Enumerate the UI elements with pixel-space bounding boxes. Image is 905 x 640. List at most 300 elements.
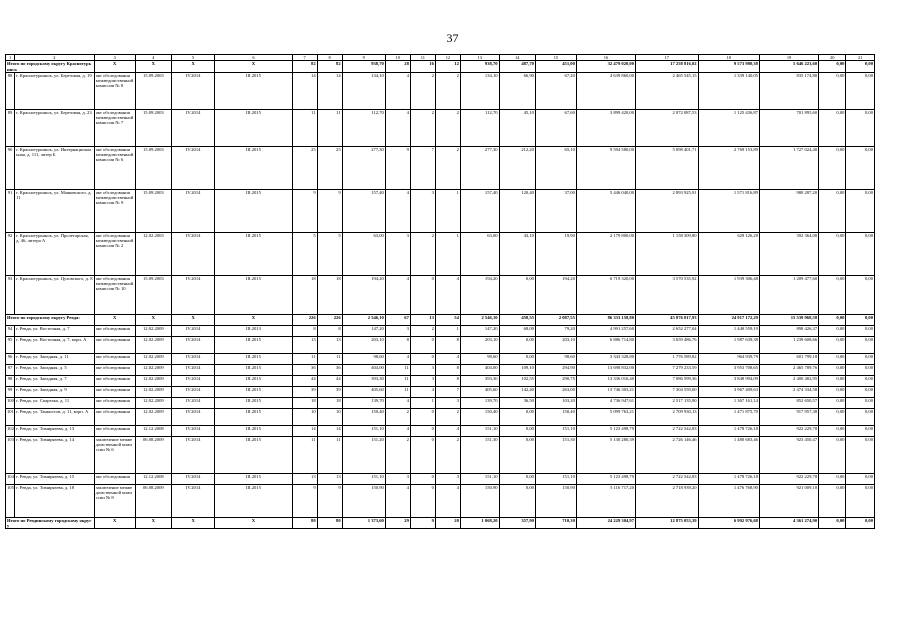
- row-cell: 0,00: [819, 386, 846, 397]
- row-cell: 2 718 939,20: [636, 484, 699, 517]
- row-cell: 19,90: [535, 232, 576, 275]
- row-cell: 922 229,78: [759, 425, 818, 436]
- row-cell: 139,70: [342, 397, 385, 408]
- row-cell: 3: [385, 325, 410, 336]
- column-number: 5: [172, 55, 215, 61]
- row-number: 97: [6, 364, 15, 375]
- column-number: 3: [94, 55, 135, 61]
- row-address: г. Ревда, ул. Тимирязева, д. 14: [15, 436, 95, 473]
- row-cell: 2: [435, 72, 460, 109]
- row-cell: IV.2014: [172, 232, 215, 275]
- row-cell: 0,00: [499, 408, 535, 425]
- row-cell: 5 099 763,21: [576, 408, 635, 425]
- row-cell: 0,00: [819, 375, 846, 386]
- row-cell: 277,30: [342, 146, 385, 189]
- row-cell: 36: [317, 364, 342, 375]
- row-document: заключение межведомственной комиссии № 8: [94, 484, 135, 517]
- row-cell: 06.08.2009: [135, 484, 171, 517]
- column-number: 15: [535, 55, 576, 61]
- row-cell: 150,40: [460, 408, 499, 425]
- row-cell: 157,40: [342, 189, 385, 232]
- row-cell: 79,20: [535, 325, 576, 336]
- row-cell: 0,00: [819, 146, 846, 189]
- row-document: акт обследования: [94, 397, 135, 408]
- row-cell: 1 339 140,05: [698, 72, 759, 109]
- row-cell: III.2015: [215, 375, 292, 386]
- total-cell: 45 876 017,93: [636, 314, 699, 325]
- total-cell: 2 087,55: [535, 314, 576, 325]
- row-document: акт обследования межведомственной комиссии № 10: [94, 275, 135, 314]
- row-cell: 15.09.2003: [135, 72, 171, 109]
- table-row: [6, 408, 875, 425]
- row-cell: 4: [385, 275, 410, 314]
- row-cell: 8: [435, 364, 460, 375]
- row-cell: 43,10: [499, 232, 535, 275]
- row-address: г. Краснотурьинск, ул. Интернациональная, д. 111, литер Б: [15, 146, 95, 189]
- row-cell: 12.02.2009: [135, 408, 171, 425]
- row-cell: 11: [317, 436, 342, 473]
- row-cell: 2 072 087,53: [636, 109, 699, 146]
- table-row: [6, 275, 875, 314]
- total-cell: 32 479 020,00: [576, 61, 635, 73]
- row-address: г. Ревда, ул. Западная, д. 9: [15, 386, 95, 397]
- row-cell: 4: [385, 353, 410, 364]
- row-address: г. Краснотурьинск, ул. Пролетарская, д. 46, литера А: [15, 232, 95, 275]
- table-row: [6, 189, 875, 232]
- total-cell: 451,00: [535, 61, 576, 73]
- row-cell: 980 287,20: [759, 189, 818, 232]
- row-number: 92: [6, 232, 15, 275]
- row-cell: 2 893 925,91: [636, 189, 699, 232]
- row-number: 95: [6, 336, 15, 353]
- row-cell: 3 659 486,76: [636, 336, 699, 353]
- row-cell: 06.08.2009: [135, 436, 171, 473]
- row-cell: 15.09.2003: [135, 189, 171, 232]
- total-cell: 86 333 158,80: [576, 314, 635, 325]
- row-cell: 9: [292, 189, 317, 232]
- row-cell: 4: [385, 484, 410, 517]
- row-cell: 0,00: [846, 375, 875, 386]
- row-cell: 112,70: [460, 109, 499, 146]
- total-cell: X: [215, 314, 292, 325]
- row-cell: IV.2014: [172, 386, 215, 397]
- row-cell: 0,00: [499, 353, 535, 364]
- table-row: [6, 232, 875, 275]
- row-cell: 12.12.2008: [135, 473, 171, 484]
- column-number: 18: [698, 55, 759, 61]
- row-cell: IV.2014: [172, 275, 215, 314]
- row-cell: 151,10: [342, 473, 385, 484]
- row-cell: 18: [292, 397, 317, 408]
- table-row: [6, 146, 875, 189]
- row-cell: 0: [410, 336, 435, 353]
- subtotal-row-revda: [6, 314, 875, 325]
- column-number: 14: [499, 55, 535, 61]
- row-cell: 212,20: [499, 146, 535, 189]
- total-cell: 938,70: [460, 61, 499, 73]
- column-number: 11: [410, 55, 435, 61]
- row-cell: 2: [385, 408, 410, 425]
- row-cell: 0,00: [846, 436, 875, 473]
- total-cell: 226: [317, 314, 342, 325]
- table-row: [6, 336, 875, 353]
- column-number: 12: [435, 55, 460, 61]
- row-cell: 151,10: [535, 473, 576, 484]
- row-cell: 0: [410, 425, 435, 436]
- row-cell: 2: [410, 72, 435, 109]
- row-cell: 9: [317, 484, 342, 517]
- total-cell: 80: [292, 517, 317, 529]
- column-number: 17: [636, 55, 699, 61]
- total-cell: 0,00: [819, 517, 846, 529]
- row-document: акт обследования: [94, 386, 135, 397]
- row-cell: 7 304 559,00: [636, 386, 699, 397]
- total-cell: 29: [385, 517, 410, 529]
- row-cell: IV.2014: [172, 484, 215, 517]
- row-cell: 65,10: [535, 146, 576, 189]
- row-cell: 2: [435, 408, 460, 425]
- row-address: г. Краснотурьинск, ул. Маяковского, д. 11: [15, 189, 95, 232]
- row-address: г. Ревда, ул. Тимирязева, д. 13: [15, 425, 95, 436]
- row-cell: 109,10: [499, 364, 535, 375]
- row-address: г. Ревда, ул. Тимирязева, д. 18: [15, 484, 95, 517]
- row-number: 94: [6, 325, 15, 336]
- row-cell: 2: [385, 436, 410, 473]
- row-cell: 0,00: [819, 408, 846, 425]
- row-cell: 147,20: [460, 325, 499, 336]
- row-cell: 4: [385, 425, 410, 436]
- row-cell: 3 848 994,09: [698, 375, 759, 386]
- row-cell: IV.2014: [172, 336, 215, 353]
- row-number: 98: [6, 375, 15, 386]
- row-cell: IV.2014: [172, 146, 215, 189]
- row-cell: 18: [317, 397, 342, 408]
- row-cell: 0,00: [846, 386, 875, 397]
- row-cell: 13 336 016,40: [576, 375, 635, 386]
- total-cell: X: [215, 517, 292, 529]
- row-cell: 112,70: [342, 109, 385, 146]
- row-cell: 1 478 726,18: [698, 473, 759, 484]
- row-cell: 5 123 498,79: [576, 473, 635, 484]
- row-cell: 405,60: [460, 386, 499, 397]
- row-cell: 15.09.2003: [135, 109, 171, 146]
- row-cell: 39: [292, 386, 317, 397]
- row-cell: 0,00: [819, 397, 846, 408]
- table-row: [6, 325, 875, 336]
- row-cell: 11: [385, 364, 410, 375]
- row-cell: 2 722 542,83: [636, 425, 699, 436]
- row-cell: 3 953 708,65: [698, 364, 759, 375]
- row-cell: 3: [385, 232, 410, 275]
- row-cell: 0: [410, 353, 435, 364]
- row-cell: 66,90: [499, 72, 535, 109]
- total-cell: 67: [385, 314, 410, 325]
- row-cell: 7 086 599,36: [636, 375, 699, 386]
- total-cell: 9 573 980,38: [698, 61, 759, 73]
- row-cell: 15.09.2003: [135, 146, 171, 189]
- row-cell: 4: [410, 386, 435, 397]
- total-cell: 17 258 816,02: [636, 61, 699, 73]
- row-cell: 964 939,79: [698, 353, 759, 364]
- row-cell: 701 895,60: [759, 109, 818, 146]
- row-cell: 1 440 559,19: [698, 325, 759, 336]
- row-document: акт обследования: [94, 336, 135, 353]
- row-cell: III.2015: [215, 146, 292, 189]
- total-cell: 82: [317, 61, 342, 73]
- row-cell: 67,60: [535, 109, 576, 146]
- table-row: [6, 386, 875, 397]
- row-address: г. Ревда, ул. Западная, д. 11: [15, 353, 95, 364]
- row-cell: 8: [292, 325, 317, 336]
- row-cell: 0,00: [819, 436, 846, 473]
- row-number: 89: [6, 109, 15, 146]
- total-cell: 1 373,60: [342, 517, 385, 529]
- row-cell: 11: [385, 375, 410, 386]
- row-cell: 4: [385, 189, 410, 232]
- row-cell: 12.02.2009: [135, 386, 171, 397]
- row-cell: 0,00: [499, 425, 535, 436]
- total-cell: 2 546,10: [342, 314, 385, 325]
- total-cell: 5 646 223,60: [759, 61, 818, 73]
- row-cell: 11: [292, 353, 317, 364]
- row-cell: 0,00: [499, 473, 535, 484]
- row-cell: 13: [292, 336, 317, 353]
- row-cell: 45,10: [499, 109, 535, 146]
- row-document: акт обследования межведомственной комиссии № 7: [94, 109, 135, 146]
- column-number: 8: [317, 55, 342, 61]
- total-cell: 6 992 976,68: [698, 517, 759, 529]
- row-cell: 0,00: [846, 364, 875, 375]
- table-row: [6, 72, 875, 109]
- row-cell: 7: [435, 386, 460, 397]
- row-cell: 11: [292, 436, 317, 473]
- row-cell: 203,10: [342, 336, 385, 353]
- row-address: г. Краснотурьинск, ул. Березовая, д. 23: [15, 109, 95, 146]
- row-cell: 294,90: [535, 364, 576, 375]
- row-number: 93: [6, 275, 15, 314]
- row-cell: 203,10: [535, 336, 576, 353]
- row-address: г. Ревда, ул. Тимирязева, д. 15: [15, 473, 95, 484]
- row-cell: 1 367 161,14: [698, 397, 759, 408]
- total-cell: 0,00: [846, 314, 875, 325]
- total-cell: X: [135, 517, 171, 529]
- row-cell: 0,00: [499, 484, 535, 517]
- row-document: акт обследования межведомственной комиссии № 8: [94, 72, 135, 109]
- row-cell: III.2015: [215, 484, 292, 517]
- row-cell: 1 209 477,60: [759, 275, 818, 314]
- housing-table: [5, 54, 875, 529]
- row-cell: 405,60: [342, 386, 385, 397]
- row-cell: 8: [317, 325, 342, 336]
- row-cell: 0: [410, 473, 435, 484]
- row-cell: 194,20: [535, 275, 576, 314]
- row-cell: IV.2014: [172, 72, 215, 109]
- row-cell: 13 698 832,00: [576, 364, 635, 375]
- row-number: 96: [6, 353, 15, 364]
- row-cell: 150,40: [535, 408, 576, 425]
- row-cell: III.2015: [215, 232, 292, 275]
- row-cell: 0,00: [499, 336, 535, 353]
- row-cell: 12.02.2009: [135, 325, 171, 336]
- row-cell: 12.02.2009: [135, 364, 171, 375]
- column-number: 4: [135, 55, 171, 61]
- row-cell: 67,20: [535, 72, 576, 109]
- row-cell: 25: [317, 146, 342, 189]
- row-number: 100: [6, 397, 15, 408]
- row-cell: 922 229,78: [759, 473, 818, 484]
- row-cell: 0,00: [846, 353, 875, 364]
- total-cell: 13: [410, 314, 435, 325]
- row-number: 91: [6, 189, 15, 232]
- row-cell: 0,00: [846, 484, 875, 517]
- row-cell: 39: [317, 386, 342, 397]
- row-cell: 5 130 280,39: [576, 436, 635, 473]
- row-cell: 5 116 717,20: [576, 484, 635, 517]
- table-row: [6, 436, 875, 473]
- row-cell: 3: [410, 364, 435, 375]
- row-cell: 13: [317, 336, 342, 353]
- total-cell: 4 361 274,90: [759, 517, 818, 529]
- row-cell: 601 799,18: [759, 353, 818, 364]
- row-cell: III.2015: [215, 436, 292, 473]
- row-document: акт обследования: [94, 325, 135, 336]
- page-number: 37: [446, 31, 459, 45]
- row-cell: 142,40: [499, 386, 535, 397]
- row-cell: 5: [317, 232, 342, 275]
- row-cell: 0,00: [499, 436, 535, 473]
- row-address: г. Краснотурьинск, ул. Цуховского, д. 8: [15, 275, 95, 314]
- table-row: [6, 484, 875, 517]
- row-cell: 1: [435, 189, 460, 232]
- row-cell: 393,30: [460, 375, 499, 386]
- total-row-krasnoturinsk: [6, 61, 875, 73]
- row-cell: 0,00: [846, 408, 875, 425]
- total-cell: 0,00: [819, 61, 846, 73]
- row-cell: 2 474 334,58: [759, 386, 818, 397]
- row-address: г. Ревда, ул. Спартака, д. 11: [15, 397, 95, 408]
- row-cell: 18: [292, 275, 317, 314]
- row-cell: 0,00: [846, 109, 875, 146]
- row-cell: 1 158 309,80: [636, 232, 699, 275]
- row-cell: 0: [410, 408, 435, 425]
- total-cell: 0,00: [846, 517, 875, 529]
- total-cell: 12: [435, 61, 460, 73]
- row-cell: 4 639 860,00: [576, 72, 635, 109]
- row-cell: 9: [385, 146, 410, 189]
- row-cell: IV.2014: [172, 109, 215, 146]
- row-cell: 0: [410, 484, 435, 517]
- row-document: акт обследования межведомственной комиссии № 6: [94, 146, 135, 189]
- row-cell: 921 009,10: [759, 484, 818, 517]
- row-cell: 1 571 816,89: [698, 189, 759, 232]
- row-cell: 98,60: [460, 353, 499, 364]
- row-cell: 2 179 800,00: [576, 232, 635, 275]
- row-cell: 14: [317, 425, 342, 436]
- row-cell: 151,10: [460, 473, 499, 484]
- row-cell: 0,00: [819, 72, 846, 109]
- row-cell: 150,40: [342, 408, 385, 425]
- row-cell: 151,20: [342, 436, 385, 473]
- row-cell: 3 570 535,92: [636, 275, 699, 314]
- row-cell: 7: [410, 146, 435, 189]
- column-number: 16: [576, 55, 635, 61]
- column-number: 7: [292, 55, 317, 61]
- row-address: г. Краснотурьинск, ул. Березовая, д. 19: [15, 72, 95, 109]
- row-cell: 3: [435, 473, 460, 484]
- table-row: [6, 425, 875, 436]
- total-cell: 9: [410, 517, 435, 529]
- row-cell: 0,00: [819, 336, 846, 353]
- total-cell: X: [135, 61, 171, 73]
- row-cell: 36,50: [499, 397, 535, 408]
- row-cell: III.2013: [215, 325, 292, 336]
- row-document: акт обследования: [94, 375, 135, 386]
- row-cell: 44: [317, 375, 342, 386]
- table-row: [6, 109, 875, 146]
- row-cell: 393,30: [342, 375, 385, 386]
- row-cell: 4: [435, 353, 460, 364]
- row-cell: 9 594 580,00: [576, 146, 635, 189]
- row-cell: 1 476 768,90: [698, 484, 759, 517]
- total-label: Итого по городскому округу Ревда:: [6, 314, 95, 325]
- row-cell: 5 098 401,71: [636, 146, 699, 189]
- row-cell: 63,00: [460, 232, 499, 275]
- total-cell: 710,30: [535, 517, 576, 529]
- row-cell: 0,00: [819, 189, 846, 232]
- row-cell: 11: [385, 386, 410, 397]
- total-cell: 1 068,20: [460, 517, 499, 529]
- row-cell: 0,00: [846, 325, 875, 336]
- row-cell: 14: [292, 425, 317, 436]
- row-cell: 0,00: [499, 275, 535, 314]
- column-number: 20: [819, 55, 846, 61]
- row-cell: III.2015: [215, 189, 292, 232]
- row-cell: 0,00: [846, 397, 875, 408]
- row-cell: 68,00: [499, 325, 535, 336]
- row-cell: 404,00: [460, 364, 499, 375]
- row-cell: 917 957,38: [759, 408, 818, 425]
- row-cell: 36: [292, 364, 317, 375]
- row-cell: 2 517 135,90: [636, 397, 699, 408]
- total-cell: X: [94, 314, 135, 325]
- row-cell: III.2015: [215, 353, 292, 364]
- row-cell: 1 471 875,70: [698, 408, 759, 425]
- column-number: 10: [385, 55, 410, 61]
- row-cell: 1 987 639,38: [698, 336, 759, 353]
- row-cell: 0,00: [819, 364, 846, 375]
- row-document: акт обследования: [94, 364, 135, 375]
- row-cell: III.2015: [215, 408, 292, 425]
- row-cell: 3: [410, 189, 435, 232]
- table-row: [6, 375, 875, 386]
- row-document: акт обследования: [94, 353, 135, 364]
- row-cell: 1 776 589,82: [636, 353, 699, 364]
- row-cell: 0,00: [819, 473, 846, 484]
- row-cell: 13: [317, 473, 342, 484]
- row-cell: 4: [435, 484, 460, 517]
- row-cell: 2 769 153,89: [698, 146, 759, 189]
- row-cell: 4: [435, 425, 460, 436]
- row-cell: 14: [317, 72, 342, 109]
- column-number: 1: [6, 55, 15, 61]
- row-cell: 150,90: [535, 484, 576, 517]
- row-cell: 3 967 409,63: [698, 386, 759, 397]
- row-cell: 5 123 498,79: [576, 425, 635, 436]
- row-cell: 151,10: [342, 425, 385, 436]
- total-cell: 28: [385, 61, 410, 73]
- row-cell: 14: [292, 72, 317, 109]
- total-cell: 2 546,10: [460, 314, 499, 325]
